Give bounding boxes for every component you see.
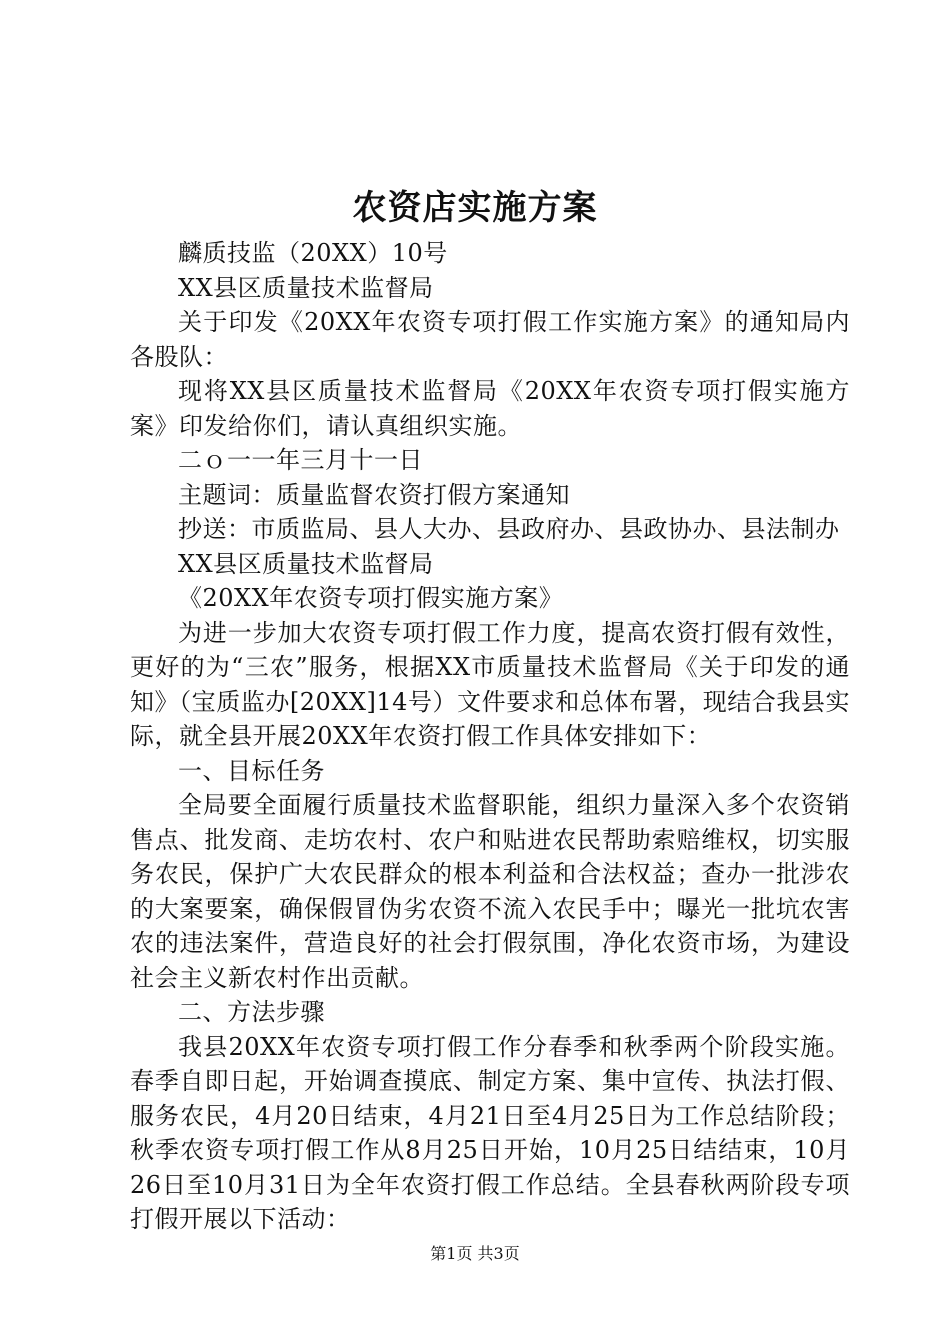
notice-body: 现将XX县区质量技术监督局《20XX年农资专项打假实施方案》印发给你们，请认真组织实施。 xyxy=(130,377,850,440)
issuing-authority: XX县区质量技术监督局 xyxy=(178,273,434,302)
notice-heading: 关于印发《20XX年农资专项打假工作实施方案》的通知局内各股队： xyxy=(130,308,850,371)
plan-intro: 为进一步加大农资专项打假工作力度，提高农资打假有效性，更好的为“三农”服务，根据XX市质量技术监督局《关于印发的通知》（宝质监办[20XX]14号）文件要求和总体布署，现结合我县实际，就全县开展20XX年农资打假工作具体安排如下： xyxy=(130,618,850,750)
document-body xyxy=(130,236,850,1237)
document-title: 农资店实施方案 xyxy=(352,188,598,228)
section-body-goals: 全局要全面履行质量技术监督职能，组织力量深入多个农资销售点、批发商、走坊农村、农户和贴进农民帮助索赔维权，切实服务农民，保护广大农民群众的根本利益和合法权益；查办一批涉农的大案要案，确保假冒伪劣农资不流入农民手中；曝光一批坑农害农的违法案件，营造良好的社会打假氛围，净化农资市场，为建设社会主义新农村作出贡献。 xyxy=(130,791,850,992)
section-heading-steps: 二、方法步骤 xyxy=(178,998,325,1026)
notice-date: 二ｏ一一年三月十一日 xyxy=(178,446,423,474)
section-heading-goals: 一、目标任务 xyxy=(178,756,325,785)
plan-title: 《20XX年农资专项打假实施方案》 xyxy=(178,584,564,612)
page-footer: 第1页 共3页 xyxy=(430,1244,520,1263)
document-number: 麟质技监（20XX）10号 xyxy=(178,239,448,267)
section-body-steps: 我县20XX年农资专项打假工作分春季和秋季两个阶段实施。春季自即日起，开始调查摸底、制定方案、集中宣传、执法打假、服务农民，4月20日结束，4月21日至4月25日为工作总结阶段；秋季农资专项打假工作从8月25日开始，10月25日结结束，10月26日至10月31日为全年农资打假工作总结。全县春秋两阶段专项打假开展以下活动： xyxy=(130,1032,850,1233)
subject-keywords: 主题词：质量监督农资打假方案通知 xyxy=(178,480,570,509)
plan-authority: XX县区质量技术监督局 xyxy=(178,549,434,578)
copy-to: 抄送：市质监局、县人大办、县政府办、县政协办、县法制办 xyxy=(178,515,840,543)
